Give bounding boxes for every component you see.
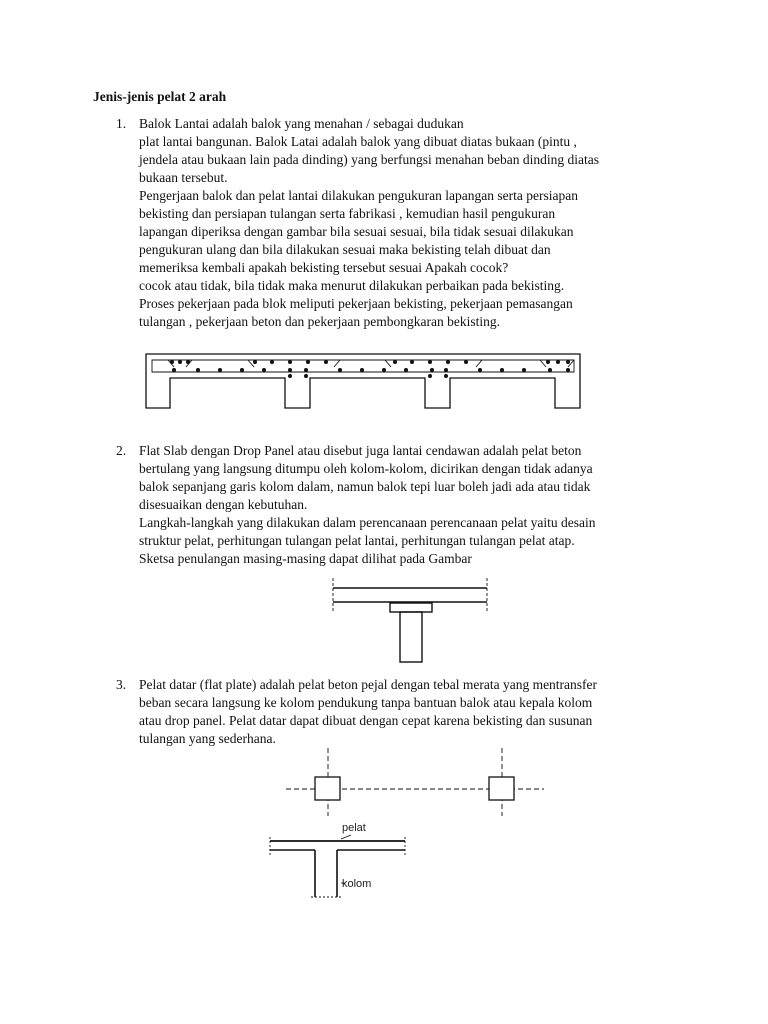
column-label: kolom xyxy=(342,878,372,890)
item-1-number: 1. xyxy=(116,116,127,131)
beam-slab-section-figure xyxy=(140,348,590,413)
item-3-line: tulangan yang sederhana. xyxy=(139,731,276,746)
item-3-line: beban secara langsung ke kolom pendukung tanpa bantuan balok atau kepala kolom xyxy=(139,695,593,710)
item-1-line: Proses pekerjaan pada blok meliputi pekerjaan bekisting, pekerjaan pemasangan xyxy=(139,296,573,311)
item-1-paragraph xyxy=(139,115,699,331)
item-3-paragraph xyxy=(139,676,699,748)
flat-slab-drop-panel-figure xyxy=(325,575,495,667)
item-1-line: plat lantai bangunan. Balok Latai adalah balok yang dibuat diatas bukaan (pintu , xyxy=(139,134,577,149)
item-2-line: disesuaikan dengan kebutuhan. xyxy=(139,497,308,512)
item-1-line: bekisting dan persiapan tulangan serta fabrikasi , kemudian hasil pengukuran xyxy=(139,206,556,221)
item-3-number: 3. xyxy=(116,677,127,692)
item-1-line: cocok atau tidak, bila tidak maka menurut dilakukan perbaikan pada bekisting. xyxy=(139,278,565,293)
item-2-line: bertulang yang langsung ditumpu oleh kolom-kolom, dicirikan dengan tidak adanya xyxy=(139,461,593,476)
item-2-paragraph xyxy=(139,442,699,568)
item-2-line: balok sepanjang garis kolom dalam, namun balok tepi luar boleh jadi ada atau tidak xyxy=(139,479,591,494)
item-2-number: 2. xyxy=(116,443,127,458)
item-1-line: memeriksa kembali apakah bekisting tersebut sesuai Apakah cocok? xyxy=(139,260,509,275)
item-3-line: atau drop panel. Pelat datar dapat dibuat dengan cepat karena bekisting dan susunan xyxy=(139,713,593,728)
item-3-line: Pelat datar (flat plate) adalah pelat beton pejal dengan tebal merata yang mentransfer xyxy=(139,677,598,692)
item-1-line: jendela atau bukaan lain pada dinding) yang berfungsi menahan beban dinding diatas xyxy=(139,152,599,167)
slab-label: pelat xyxy=(342,822,366,834)
flat-plate-section-figure xyxy=(265,815,415,905)
item-2-line: Sketsa penulangan masing-masing dapat dilihat pada Gambar xyxy=(139,551,472,566)
item-2-line: Flat Slab dengan Drop Panel atau disebut juga lantai cendawan adalah pelat beton xyxy=(139,443,582,458)
item-1-line: tulangan , pekerjaan beton dan pekerjaan pembongkaran bekisting. xyxy=(139,314,500,329)
item-1-line: bukaan tersebut. xyxy=(139,170,228,185)
item-2-line: Langkah-langkah yang dilakukan dalam perencanaan perencanaan pelat yaitu desain xyxy=(139,515,596,530)
item-1-line: pengukuran ulang dan bila dilakukan sesuai maka bekisting telah dibuat dan xyxy=(139,242,551,257)
item-1-line: Pengerjaan balok dan pelat lantai dilakukan pengukuran lapangan serta persiapan xyxy=(139,188,578,203)
item-1-line: lapangan diperiksa dengan gambar bila sesuai sesuai, bila tidak sesuai dilakukan xyxy=(139,224,574,239)
item-1-line: Balok Lantai adalah balok yang menahan / sebagai dudukan xyxy=(139,116,464,131)
item-2-line: struktur pelat, perhitungan tulangan pelat lantai, perhitungan tulangan pelat atap. xyxy=(139,533,575,548)
flat-plate-plan-figure xyxy=(282,744,548,816)
document-title: Jenis-jenis pelat 2 arah xyxy=(93,89,227,104)
